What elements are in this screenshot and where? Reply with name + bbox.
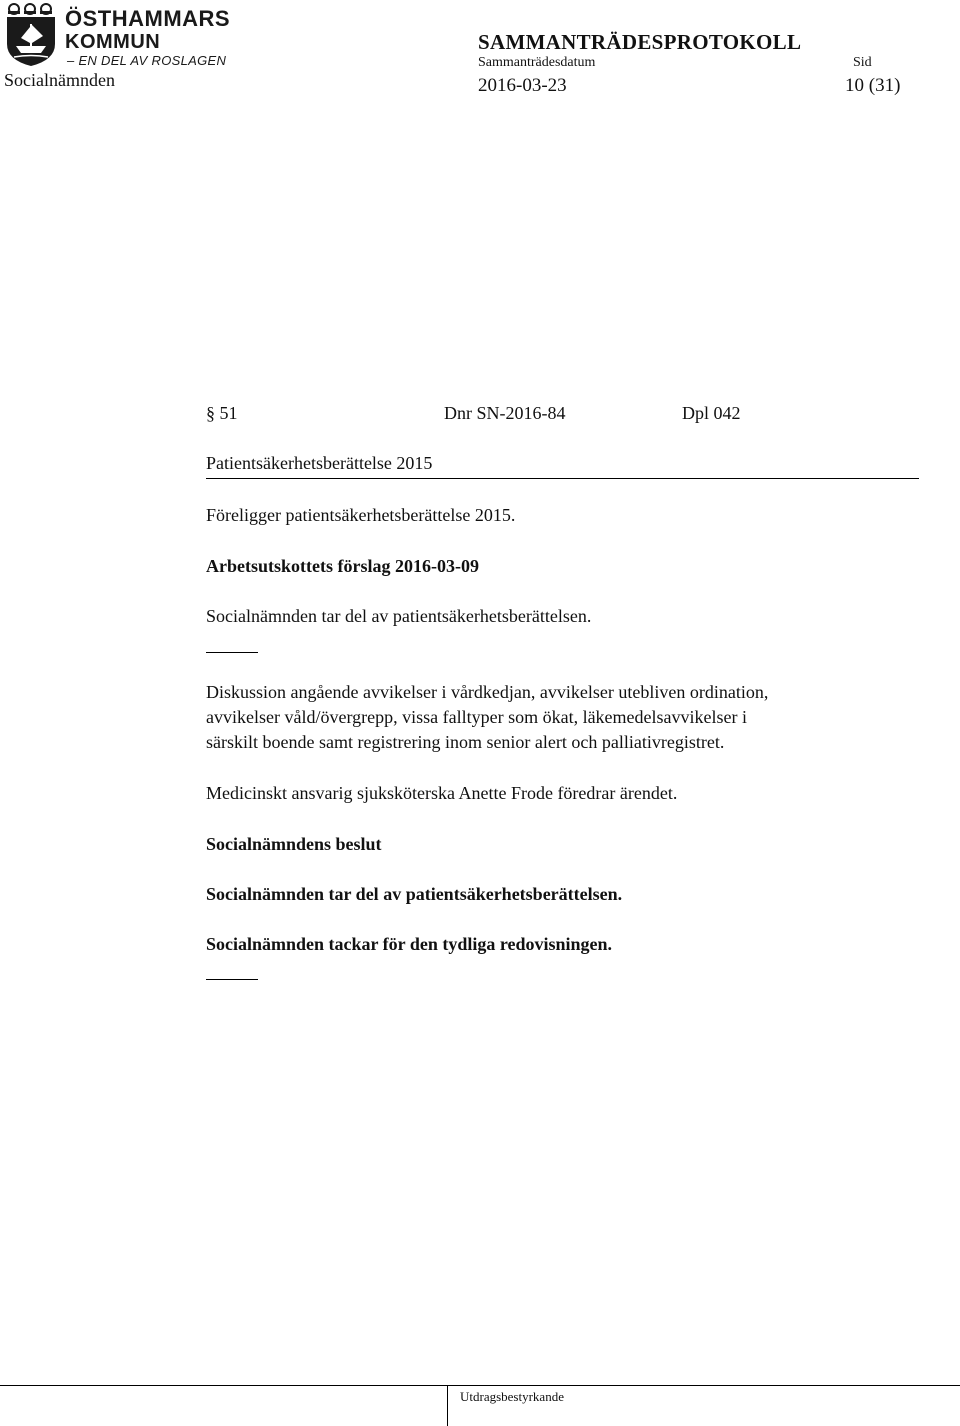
logo-line-1: ÖSTHAMMARS	[65, 6, 231, 31]
archive-code: Dpl 042	[682, 403, 741, 423]
decision-2: Socialnämnden tackar för den tydliga redovisningen.	[206, 934, 613, 954]
separator-rule	[206, 652, 258, 653]
footer-divider	[447, 1385, 448, 1426]
coat-of-arms-icon	[4, 2, 60, 68]
proposal-heading: Arbetsutskottets förslag 2016-03-09	[206, 556, 479, 576]
page-label: Sid	[853, 55, 872, 70]
document-title: SAMMANTRÄDESPROTOKOLL	[478, 30, 802, 54]
presenter-text: Medicinskt ansvarig sjuksköterska Anette Frode föredrar ärendet.	[206, 783, 678, 803]
page-number: 10 (31)	[845, 75, 901, 96]
certification-label: Utdragsbestyrkande	[460, 1389, 564, 1404]
decision-heading: Socialnämndens beslut	[206, 834, 382, 854]
section-number: § 51	[206, 403, 238, 423]
decision-1: Socialnämnden tar del av patientsäkerhetsberättelsen.	[206, 884, 623, 904]
end-rule	[206, 979, 258, 980]
logo-line-2: KOMMUN	[65, 31, 161, 53]
discussion-line-1: Diskussion angående avvikelser i vårdkedjan, avvikelser utebliven ordination,	[206, 682, 769, 702]
logo-line-3: – EN DEL AV ROSLAGEN	[67, 53, 227, 68]
subject-heading: Patientsäkerhetsberättelse 2015	[206, 453, 433, 473]
meeting-date: 2016-03-23	[478, 75, 567, 96]
case-number: Dnr SN-2016-84	[444, 403, 566, 423]
municipality-logo	[4, 2, 231, 74]
discussion-line-3: särskilt boende samt registrering inom senior alert och palliativregistret.	[206, 732, 725, 752]
proposal-text: Socialnämnden tar del av patientsäkerhetsberättelsen.	[206, 606, 592, 626]
department-name: Socialnämnden	[4, 70, 115, 90]
meeting-date-label: Sammanträdesdatum	[478, 55, 596, 70]
discussion-line-2: avvikelser våld/övergrepp, vissa falltyper som ökat, läkemedelsavvikelser i	[206, 707, 748, 727]
footer-rule	[0, 1385, 960, 1386]
intro-text: Föreligger patientsäkerhetsberättelse 2015.	[206, 505, 516, 525]
subject-underline	[206, 478, 919, 479]
